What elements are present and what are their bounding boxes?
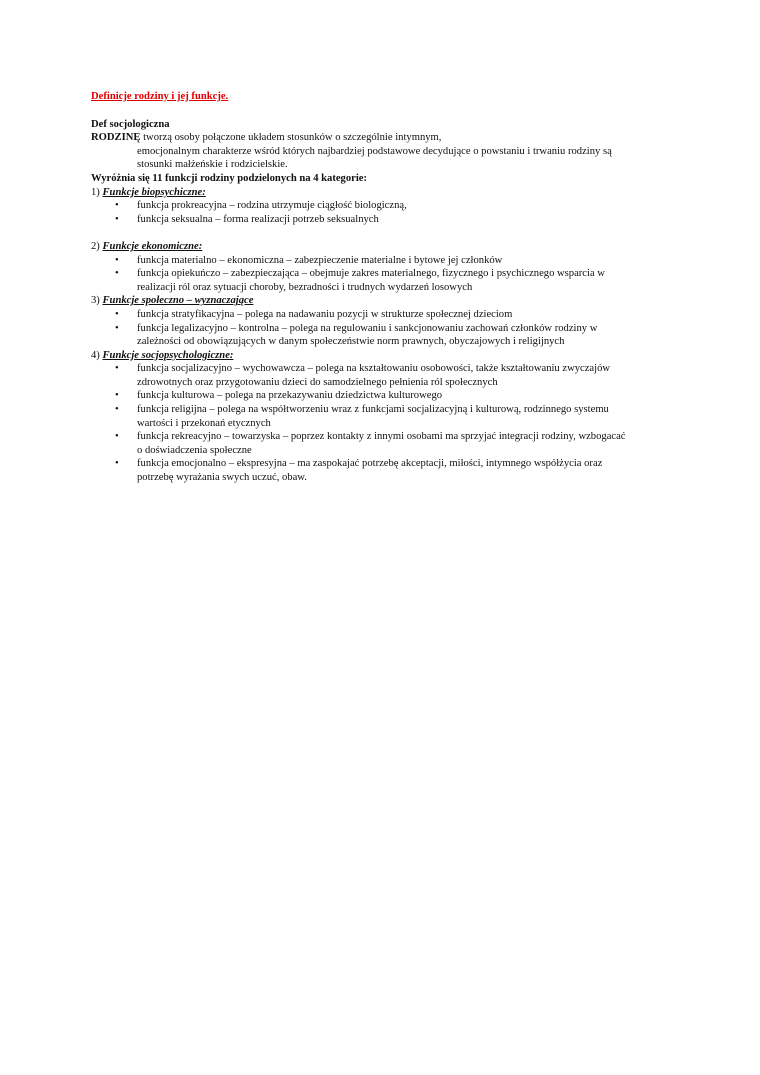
function-text-line: o doświadczenia społeczne — [137, 444, 252, 456]
category-heading — [91, 240, 671, 254]
category-name: Funkcje socjopsychologiczne: — [102, 349, 234, 361]
bullet-icon: • — [115, 458, 119, 470]
function-text-line: zdrowotnych oraz przygotowaniu dzieci do samodzielnego pełnienia ról społecznych — [137, 376, 498, 388]
definition-line-2: emocjonalnym charakterze wśród których najbardziej podstawowe decydujące o powstaniu i trwaniu rodziny są — [137, 145, 612, 157]
category-number: 3) — [91, 295, 103, 307]
function-list-item — [91, 267, 671, 294]
category-name: Funkcje ekonomiczne: — [102, 240, 203, 252]
bullet-icon: • — [115, 322, 119, 334]
section-spacer — [91, 226, 671, 240]
function-list-item — [91, 254, 671, 268]
function-list-item — [91, 308, 671, 322]
bullet-icon: • — [115, 254, 119, 266]
definition-text-1: tworzą osoby połączone układem stosunków o szczególnie intymnym, — [140, 132, 442, 144]
bullet-icon: • — [115, 363, 119, 375]
bullet-icon: • — [115, 268, 119, 280]
functions-summary: Wyróżnia się 11 funkcji rodziny podzielonych na 4 kategorie: — [91, 172, 368, 184]
function-list-item — [91, 213, 671, 227]
function-text-line: funkcja rekreacyjno – towarzyska – poprzez kontakty z innymi osobami ma sprzyjać integracji rodziny, wzbogacać — [137, 431, 626, 443]
document-page — [91, 90, 671, 485]
category-name: Funkcje biopsychiczne: — [102, 186, 206, 198]
function-list-item — [91, 389, 671, 403]
function-text-line: funkcja kulturowa – polega na przekazywaniu dziedzictwa kulturowego — [137, 390, 443, 402]
function-text-line: realizacji ról oraz sytuacji choroby, bezradności i trudnych wydarzeń losowych — [137, 281, 473, 293]
category-number: 4) — [91, 349, 103, 361]
function-list — [91, 362, 671, 484]
bullet-icon: • — [115, 404, 119, 416]
function-text-line: funkcja religijna – polega na współtworzeniu wraz z funkcjami socjalizacyjną i kulturową, rodzinnego systemu — [137, 404, 609, 416]
definition-line-1 — [91, 131, 671, 145]
function-list-item — [91, 430, 671, 457]
category-number: 2) — [91, 240, 103, 252]
bullet-icon: • — [115, 431, 119, 443]
definition-heading: Def socjologiczna — [91, 118, 170, 130]
function-text-line: funkcja seksualna – forma realizacji potrzeb seksualnych — [137, 213, 379, 225]
function-text-line: funkcja stratyfikacyjna – polega na nadawaniu pozycji w strukturze społecznej dzieciom — [137, 308, 513, 320]
function-list-item — [91, 457, 671, 484]
bullet-icon: • — [115, 308, 119, 320]
category-heading — [91, 186, 671, 200]
function-text-line: funkcja emocjonalno – ekspresyjna – ma zaspokajać potrzebę akceptacji, miłości, intymnego współżycia oraz — [137, 458, 603, 470]
definition-line-3: stosunki małżeńskie i rodzicielskie. — [137, 159, 288, 171]
category-heading — [91, 349, 671, 363]
function-list-item — [91, 199, 671, 213]
function-list-item — [91, 362, 671, 389]
function-list — [91, 254, 671, 295]
category-name: Funkcje społeczno – wyznaczające — [102, 295, 254, 307]
function-text-line: funkcja prokreacyjna – rodzina utrzymuje ciągłość biologiczną, — [137, 200, 407, 212]
document-title: Definicje rodziny i jej funkcje. — [91, 91, 229, 102]
definition-term: RODZINĘ — [91, 132, 141, 144]
function-text-line: funkcja socjalizacyjno – wychowawcza – polega na kształtowaniu osobowości, także kształtowaniu zwyczajów — [137, 363, 611, 375]
function-text-line: potrzebę wyrażania swych uczuć, obaw. — [137, 472, 307, 484]
bullet-icon: • — [115, 390, 119, 402]
function-text-line: funkcja materialno – ekonomiczna – zabezpieczenie materialne i bytowe jej członków — [137, 254, 503, 266]
function-text-line: zależności od obowiązujących w danym społeczeństwie norm prawnych, obyczajowych i religijnych — [137, 336, 565, 348]
function-list-item — [91, 322, 671, 349]
category-heading — [91, 294, 671, 308]
function-text-line: funkcja legalizacyjno – kontrolna – polega na regulowaniu i sankcjonowaniu zachowań członków rodziny w — [137, 322, 598, 334]
category-number: 1) — [91, 186, 103, 198]
function-list — [91, 308, 671, 349]
bullet-icon: • — [115, 200, 119, 212]
function-list — [91, 199, 671, 226]
bullet-icon: • — [115, 213, 119, 225]
function-text-line: funkcja opiekuńczo – zabezpieczająca – obejmuje zakres materialnego, fizycznego i psychicznego wsparcia w — [137, 268, 605, 280]
categories-section — [91, 186, 671, 485]
function-text-line: wartości i przekonań etycznych — [137, 417, 271, 429]
function-list-item — [91, 403, 671, 430]
